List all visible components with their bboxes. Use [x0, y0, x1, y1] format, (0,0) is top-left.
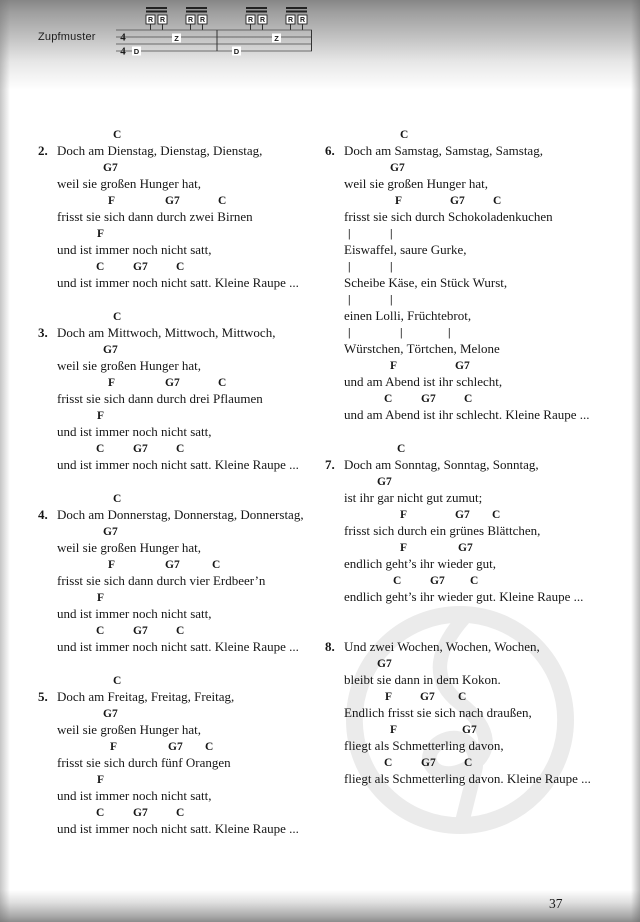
chord-symbol: G7 [455, 360, 470, 372]
finger-r-label: R [299, 17, 306, 24]
lyric-line: fliegt als Schmetterling davon, [344, 738, 504, 753]
finger-r-label: R [187, 17, 194, 24]
verse [38, 126, 329, 291]
lyric-line: 3. Doch am Mittwoch, Mittwoch, Mittwoch, [38, 325, 276, 340]
chord-symbol: C [470, 575, 479, 587]
lyric-line: frisst sie sich durch Schokoladenkuchen [344, 209, 553, 224]
lyric-line: Endlich frisst sie sich nach draußen, [344, 705, 532, 720]
lyric-line: weil sie großen Hunger hat, [57, 722, 202, 737]
lyric-line: weil sie großen Hunger hat, [344, 176, 489, 191]
chord-row [344, 572, 626, 588]
lyric-line: und ist immer noch nicht satt. Kleine Raupe ... [57, 821, 299, 836]
page-number: 37 [549, 896, 563, 911]
lyric-line: und am Abend ist ihr schlecht. Kleine Raupe ... [344, 407, 590, 422]
chord-symbol: C [205, 741, 214, 753]
page-top-shading [0, 0, 640, 90]
chord-symbol: G7 [133, 443, 148, 455]
lyric-line: endlich geht’s ihr wieder gut, [344, 556, 496, 571]
lyric-line: einen Lolli, Früchtebrot, [344, 308, 472, 323]
chord-row [57, 705, 329, 721]
chord-symbol: C [400, 129, 409, 141]
finger-z-label: Z [274, 34, 279, 43]
verse-number: 6. [325, 143, 335, 158]
lyric-line: und ist immer noch nicht satt. Kleine Raupe ... [57, 457, 299, 472]
lyric-line: Eiswaffel, saure Gurke, [344, 242, 467, 257]
chord-symbol: G7 [377, 658, 392, 670]
chord-row [57, 258, 329, 274]
chord-symbol: G7 [103, 526, 118, 538]
chord-symbol: C [96, 261, 105, 273]
chord-row [344, 324, 626, 340]
lyric-line: 8. Und zwei Wochen, Wochen, Wochen, [325, 639, 540, 654]
finger-r-label: R [147, 17, 154, 24]
verse-number: 3. [38, 325, 48, 340]
verse-number: 8. [325, 639, 335, 654]
chord-row [57, 490, 329, 506]
chord-symbol: F [390, 724, 398, 736]
lyric-line: weil sie großen Hunger hat, [57, 176, 202, 191]
chord-symbol: C [176, 625, 185, 637]
chord-row [344, 390, 626, 406]
lyric-line: und ist immer noch nicht satt. Kleine Raupe ... [57, 639, 299, 654]
bar-marker: | [348, 294, 351, 306]
chord-row [57, 622, 329, 638]
verse-column [38, 126, 329, 854]
chord-row [57, 374, 329, 390]
finger-z-label: Z [174, 34, 179, 43]
verse [325, 126, 626, 423]
chord-symbol: C [384, 393, 393, 405]
lyric-line: endlich geht’s ihr wieder gut. Kleine Raupe ... [344, 589, 584, 604]
chord-symbol: G7 [165, 377, 180, 389]
chord-row [344, 539, 626, 555]
chord-symbol: G7 [103, 344, 118, 356]
chord-symbol: F [395, 195, 403, 207]
lyric-line: ist ihr gar nicht gut zumut; [344, 490, 483, 505]
chord-symbol: G7 [133, 807, 148, 819]
finger-r-label: R [199, 17, 206, 24]
chord-symbol: F [97, 592, 105, 604]
bar-marker: | [390, 228, 393, 240]
chord-row [344, 126, 626, 142]
time-signature-top: 4 [120, 31, 126, 44]
chord-row [344, 721, 626, 737]
chord-row [57, 556, 329, 572]
time-signature-bottom: 4 [120, 45, 126, 58]
chord-row [57, 440, 329, 456]
chord-symbol: G7 [455, 509, 470, 521]
chord-row [344, 192, 626, 208]
lyric-line: 4. Doch am Donnerstag, Donnerstag, Donnerstag, [38, 507, 304, 522]
chord-symbol: C [384, 757, 393, 769]
bar-marker: | [390, 261, 393, 273]
chord-row [344, 357, 626, 373]
chord-row [344, 473, 626, 489]
lyric-line: 7. Doch am Sonntag, Sonntag, Sonntag, [325, 457, 539, 472]
verse-number: 4. [38, 507, 48, 522]
chord-row [344, 440, 626, 456]
chord-symbol: G7 [165, 195, 180, 207]
chord-row [344, 506, 626, 522]
chord-row [57, 771, 329, 787]
bar-marker: | [448, 327, 451, 339]
chord-row [344, 688, 626, 704]
finger-r-boxes [146, 15, 307, 24]
chord-row [344, 754, 626, 770]
page-bottom-shading [0, 890, 640, 922]
staff-lines [116, 30, 312, 51]
lyric-line: frisst sie sich dann durch drei Pflaumen [57, 391, 263, 406]
chord-symbol: C [113, 493, 122, 505]
chord-symbol: G7 [462, 724, 477, 736]
barlines [217, 30, 312, 51]
chord-row [344, 622, 626, 638]
lyric-line: Scheibe Käse, ein Stück Wurst, [344, 275, 508, 290]
chord-symbol: C [218, 195, 227, 207]
chord-symbol: F [97, 774, 105, 786]
chord-symbol: F [400, 542, 408, 554]
finger-d-label: D [133, 47, 140, 56]
bar-marker: | [348, 327, 351, 339]
chord-symbol: C [176, 261, 185, 273]
chord-row [57, 523, 329, 539]
chord-symbol: C [492, 509, 501, 521]
chord-row [344, 225, 626, 241]
finger-z-notes [172, 34, 281, 44]
lyric-line: und ist immer noch nicht satt. Kleine Raupe ... [57, 275, 299, 290]
plucking-pattern-tab [114, 6, 314, 58]
lyric-line: und ist immer noch nicht satt, [57, 606, 212, 621]
chord-symbol: G7 [421, 393, 436, 405]
chord-symbol: C [493, 195, 502, 207]
chord-row [344, 258, 626, 274]
page-left-edge [0, 0, 10, 922]
finger-r-label: R [287, 17, 294, 24]
bar-marker: | [390, 294, 393, 306]
chord-symbol: G7 [420, 691, 435, 703]
chord-symbol: C [96, 807, 105, 819]
pattern-label: Zupfmuster [38, 31, 96, 43]
lyric-line: und ist immer noch nicht satt, [57, 424, 212, 439]
chord-row [57, 192, 329, 208]
verse [38, 308, 329, 473]
chord-symbol: G7 [133, 261, 148, 273]
lyric-line: 2. Doch am Dienstag, Dienstag, Dienstag, [38, 143, 263, 158]
verse-column [325, 126, 626, 804]
chord-symbol: C [464, 393, 473, 405]
chord-row [57, 225, 329, 241]
chord-row [57, 341, 329, 357]
chord-symbol: C [397, 443, 406, 455]
chord-row [57, 804, 329, 820]
lyric-line: bleibt sie dann in dem Kokon. [344, 672, 501, 687]
chord-symbol: G7 [165, 559, 180, 571]
chord-row [344, 655, 626, 671]
lyric-line: frisst sie sich durch fünf Orangen [57, 755, 231, 770]
bar-marker: | [348, 261, 351, 273]
chord-symbol: F [97, 228, 105, 240]
lyric-line: und ist immer noch nicht satt, [57, 242, 212, 257]
lyric-line: frisst sie sich dann durch vier Erdbeer’n [57, 573, 266, 588]
chord-symbol: G7 [103, 708, 118, 720]
chord-symbol: F [108, 559, 116, 571]
chord-symbol: G7 [450, 195, 465, 207]
chord-symbol: G7 [168, 741, 183, 753]
lyric-line: und ist immer noch nicht satt, [57, 788, 212, 803]
bar-marker: | [348, 228, 351, 240]
stem-group [151, 24, 303, 30]
finger-r-label: R [247, 17, 254, 24]
chord-symbol: F [385, 691, 393, 703]
bar-marker: | [400, 327, 403, 339]
verse-number: 7. [325, 457, 335, 472]
verse [38, 490, 329, 655]
chord-symbol: C [113, 675, 122, 687]
chord-symbol: C [218, 377, 227, 389]
chord-row [344, 291, 626, 307]
lyric-line: fliegt als Schmetterling davon. Kleine Raupe ... [344, 771, 591, 786]
finger-r-label: R [259, 17, 266, 24]
chord-symbol: C [113, 311, 122, 323]
verse-number: 2. [38, 143, 48, 158]
chord-row [344, 159, 626, 175]
chord-symbol: F [110, 741, 118, 753]
chord-row [57, 672, 329, 688]
chord-symbol: F [108, 377, 116, 389]
chord-row [57, 159, 329, 175]
chord-symbol: G7 [390, 162, 405, 174]
page-right-edge [631, 0, 640, 922]
chord-symbol: C [464, 757, 473, 769]
lyric-line: frisst sich durch ein grünes Blättchen, [344, 523, 541, 538]
finger-d-label: D [233, 47, 240, 56]
chord-row [57, 308, 329, 324]
chord-symbol: F [390, 360, 398, 372]
chord-symbol: F [97, 410, 105, 422]
lyric-line: 6. Doch am Samstag, Samstag, Samstag, [325, 143, 543, 158]
chord-symbol: C [212, 559, 221, 571]
lyric-line: weil sie großen Hunger hat, [57, 358, 202, 373]
lyric-line: und am Abend ist ihr schlecht, [344, 374, 503, 389]
verse [325, 622, 626, 787]
chord-symbol: G7 [133, 625, 148, 637]
lyric-line: weil sie großen Hunger hat, [57, 540, 202, 555]
chord-symbol: C [393, 575, 402, 587]
chord-symbol: C [113, 129, 122, 141]
verse-number: 5. [38, 689, 48, 704]
chord-symbol: F [400, 509, 408, 521]
chord-symbol: G7 [377, 476, 392, 488]
chord-row [57, 407, 329, 423]
chord-symbol: C [96, 443, 105, 455]
chord-symbol: C [176, 443, 185, 455]
lyric-line: 5. Doch am Freitag, Freitag, Freitag, [38, 689, 235, 704]
chord-symbol: C [458, 691, 467, 703]
chord-symbol: G7 [458, 542, 473, 554]
chord-symbol: C [176, 807, 185, 819]
chord-symbol: G7 [421, 757, 436, 769]
verse [325, 440, 626, 605]
chord-row [57, 589, 329, 605]
beam-group [146, 7, 307, 13]
chord-symbol: G7 [430, 575, 445, 587]
verse [38, 672, 329, 837]
chord-symbol: G7 [103, 162, 118, 174]
chord-row [57, 126, 329, 142]
chord-row [57, 738, 329, 754]
finger-r-label: R [159, 17, 166, 24]
chord-symbol: F [108, 195, 116, 207]
chord-symbol: C [96, 625, 105, 637]
lyric-line: Würstchen, Törtchen, Melone [344, 341, 500, 356]
lyric-line: frisst sie sich dann durch zwei Birnen [57, 209, 253, 224]
finger-r-labels [148, 17, 305, 24]
